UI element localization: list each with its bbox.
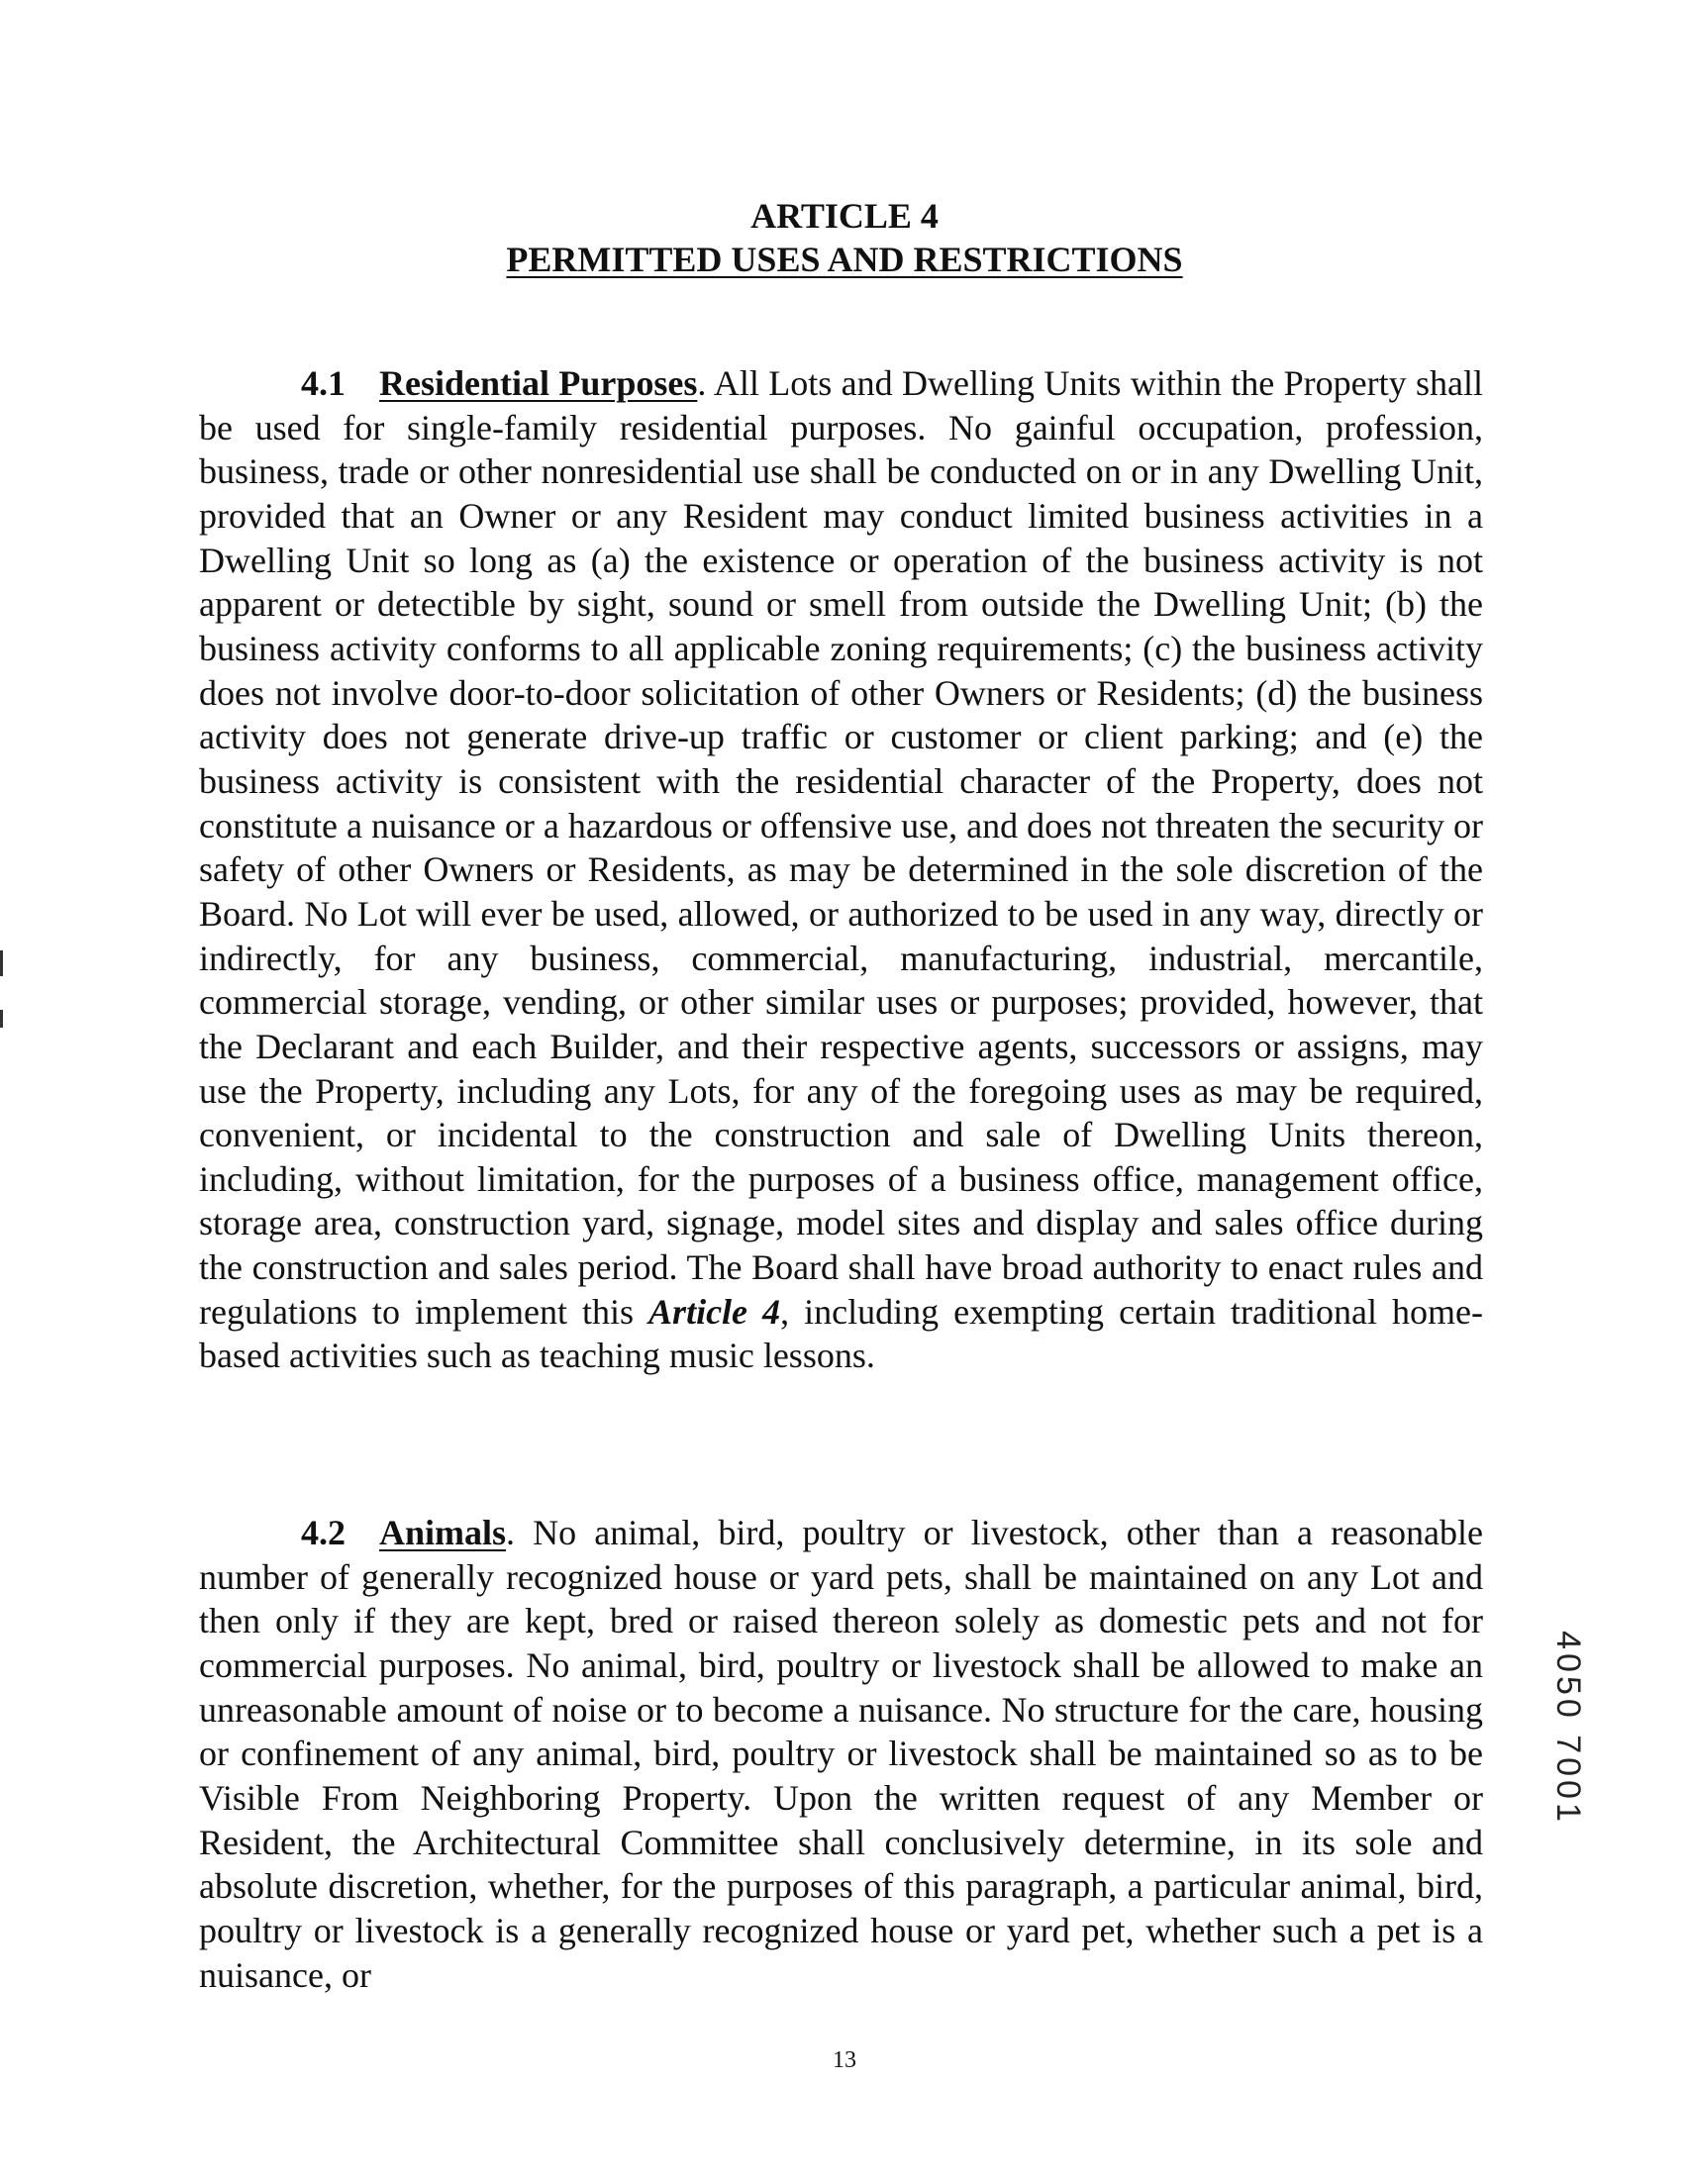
document-stamp-text: 4050 7001 — [1548, 1630, 1587, 1826]
article-reference: Article 4 — [648, 1291, 781, 1332]
page-number: 13 — [833, 2047, 856, 2073]
section-text: . No animal, bird, poultry or livestock, other than a reasonable number of generally recognized house or yard pets, shall be maintained on any Lot and then only if they are kept, bred or raised thereon solely as domestic pets and not for commercial purposes. No animal, bird, poultry or livestock shall be allowed to make an unreasonable amount of noise or to become a nuisance. No structure for the care, housing or confinement of any animal, bird, poultry or livestock shall be maintained so as to be Visible From Neighboring Property. Upon the written request of any Member or Resident, the Architectural Committee shall conclusively determine, in its sole and absolute discretion, whether, for the purposes of this paragraph, a particular animal, bird, poultry or livestock is a generally recognized house or yard pet, whether such a pet is a nuisance, or — [199, 1513, 1483, 1995]
section-title: Animals — [379, 1513, 507, 1552]
section-text-continued: , including exempting certain traditional home-based activities such as teaching music lessons. — [199, 1291, 1483, 1376]
section-text: . All Lots and Dwelling Units within the Property shall be used for single-family residential purposes. No gainful occupation, profession, business, trade or other nonresidential use shall be conducted on or in any Dwelling Unit, provided that an Owner or any Resident may conduct limited business activities in a Dwelling Unit so long as (a) the existence or operation of the business activity is not apparent or detectible by sight, sound or smell from outside the Dwelling Unit; (b) the business activity conforms to all applicable zoning requirements; (c) the business activity does not involve door-to-door solicitation of other Owners or Residents; (d) the business activity does not generate drive-up traffic or customer or client parking; and (e) the business activity is consistent with the residential character of the Property, does not constitute a nuisance or a hazardous or offensive use, and does not threaten the security or safety of other Owners or Residents, as may be determined in the sole discretion of the Board. No Lot will ever be used, allowed, or authorized to be used in any way, directly or indirectly, for any business, commercial, manufacturing, industrial, mercantile, commercial storage, vending, or other similar uses or purposes; provided, however, that the Declarant and each Builder, and their respective agents, successors or assigns, may use the Property, including any Lots, for any of the foregoing uses as may be required, convenient, or incidental to the construction and sale of Dwelling Units thereon, including, without limitation, for the purposes of a business office, management office, storage area, construction yard, signage, model sites and display and sales office during the construction and sales period. The Board shall have broad authority to enact rules and regulations to implement this — [199, 363, 1483, 1332]
section-number: 4.1 — [301, 363, 346, 403]
article-number: ARTICLE 4 — [750, 196, 939, 236]
scan-edge-mark — [0, 1010, 3, 1028]
section-title: Residential Purposes — [379, 363, 698, 403]
section-4-1-paragraph — [199, 361, 1483, 1378]
document-stamp — [1538, 1593, 1597, 1862]
section-number: 4.2 — [301, 1513, 346, 1552]
section-4-2-paragraph — [199, 1511, 1483, 1997]
article-title: PERMITTED USES AND RESTRICTIONS — [506, 240, 1183, 279]
article-title-line — [0, 238, 1689, 281]
scan-edge-mark — [0, 950, 3, 976]
